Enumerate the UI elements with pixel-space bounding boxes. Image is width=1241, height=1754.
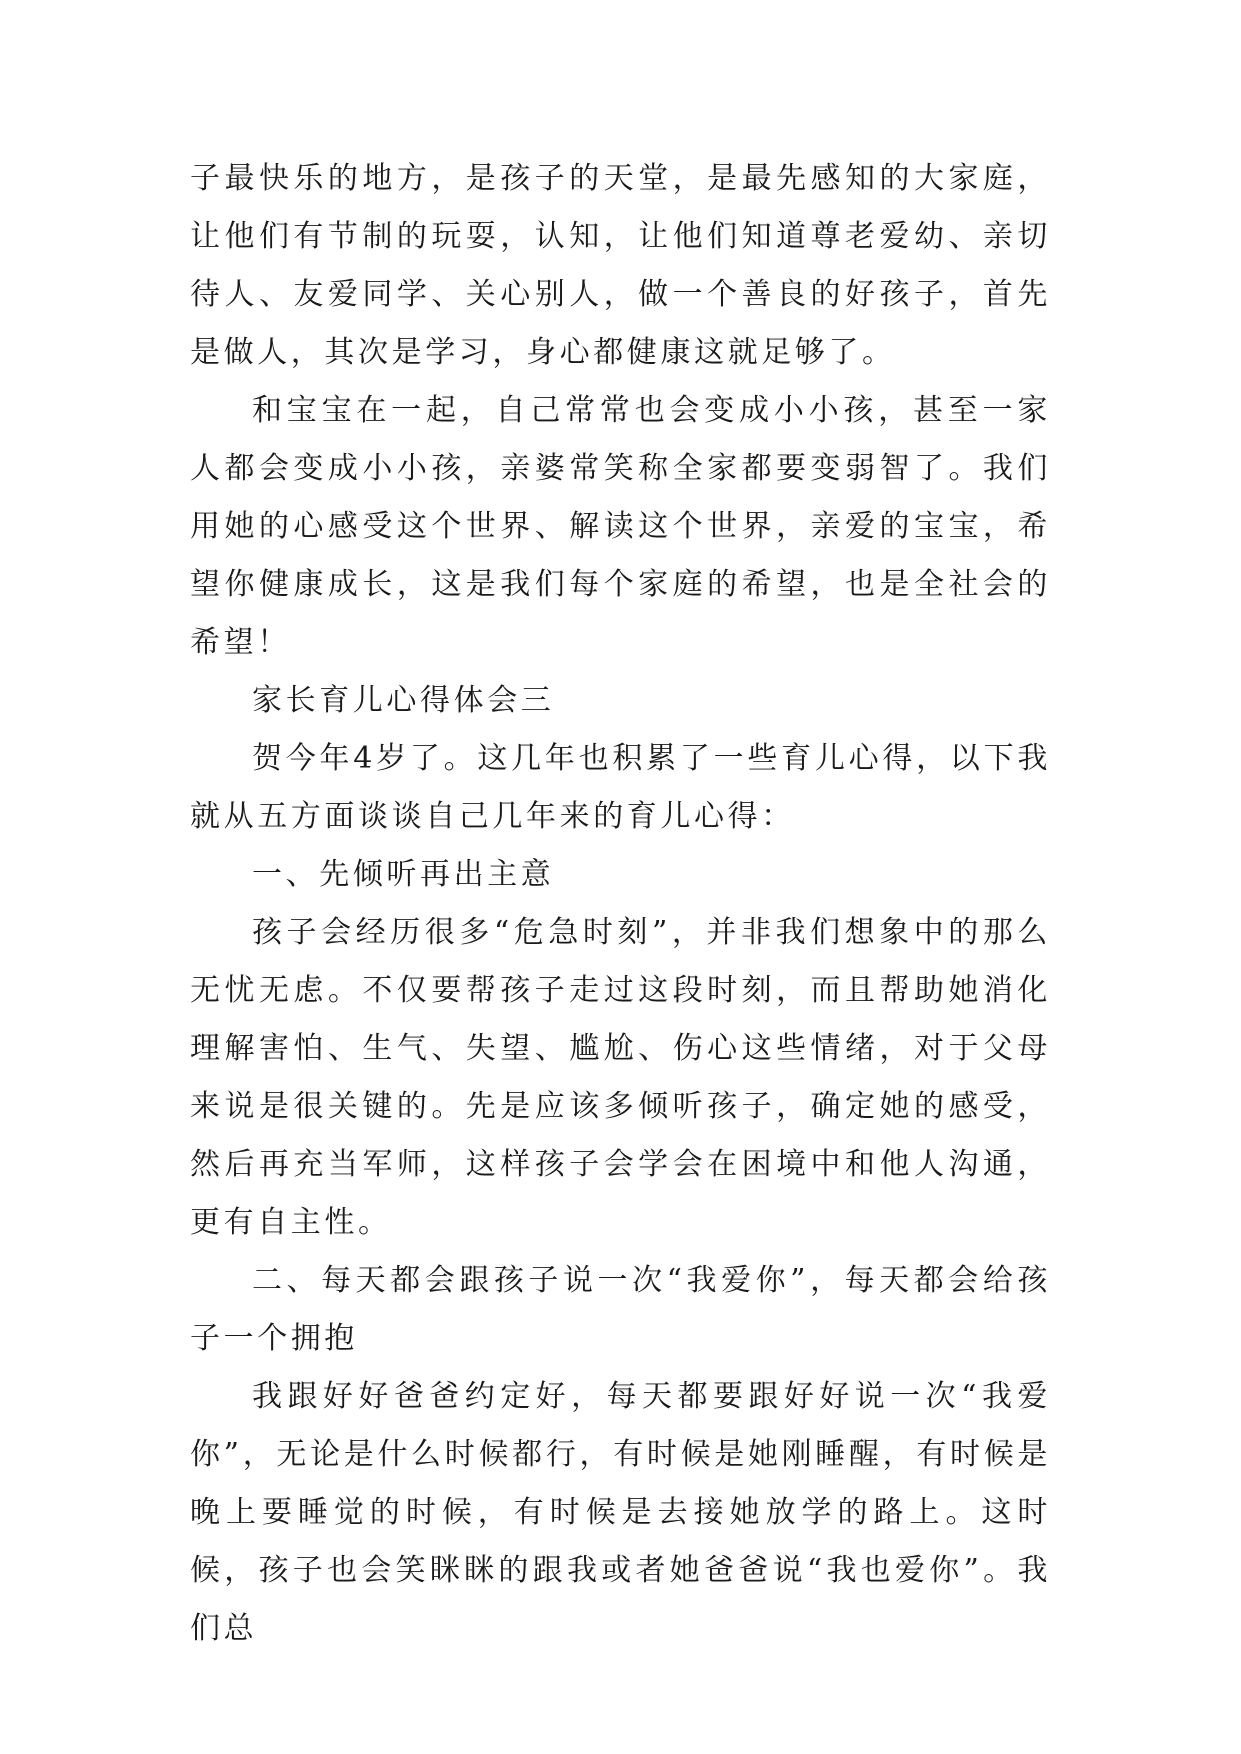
subheading: 一、先倾听再出主意 [252,857,555,892]
paragraph: 贺今年4岁了。这几年也积累了一些育儿心得，以下我就从五方面谈谈自己几年来的育儿心得： [190,741,1051,834]
paragraph: 孩子会经历很多“危急时刻”，并非我们想象中的那么无忧无虑。不仅要帮孩子走过这段时刻，而且帮助她消化理解害怕、生气、失望、尴尬、伤心这些情绪，对于父母来说是很关键的。先是应该多倾听孩子，确定她的感受，然后再充当军师，这样孩子会学会在困境中和他人沟通，更有自主性。 [190,915,1051,1240]
paragraph: 和宝宝在一起，自己常常也会变成小小孩，甚至一家人都会变成小小孩，亲婆常笑称全家都要变弱智了。我们用她的心感受这个世界、解读这个世界，亲爱的宝宝，希望你健康成长，这是我们每个家庭的希望，也是全社会的希望！ [190,393,1051,660]
section-heading: 家长育儿心得体会三 [252,683,555,718]
paragraph: 我跟好好爸爸约定好，每天都要跟好好说一次“我爱你”，无论是什么时候都行，有时候是她刚睡醒，有时候是晚上要睡觉的时候，有时候是去接她放学的路上。这时候，孩子也会笑眯眯的跟我或者她爸爸说“我也爱你”。我们总 [190,1379,1051,1646]
document-page [190,150,1051,1658]
paragraph-continuation: 子最快乐的地方，是孩子的天堂，是最先感知的大家庭，让他们有节制的玩耍，认知，让他们知道尊老爱幼、亲切待人、友爱同学、关心别人，做一个善良的好孩子，首先是做人，其次是学习，身心都健康这就足够了。 [190,161,1051,370]
subheading: 二、每天都会跟孩子说一次“我爱你”，每天都会给孩子一个拥抱 [190,1263,1051,1356]
